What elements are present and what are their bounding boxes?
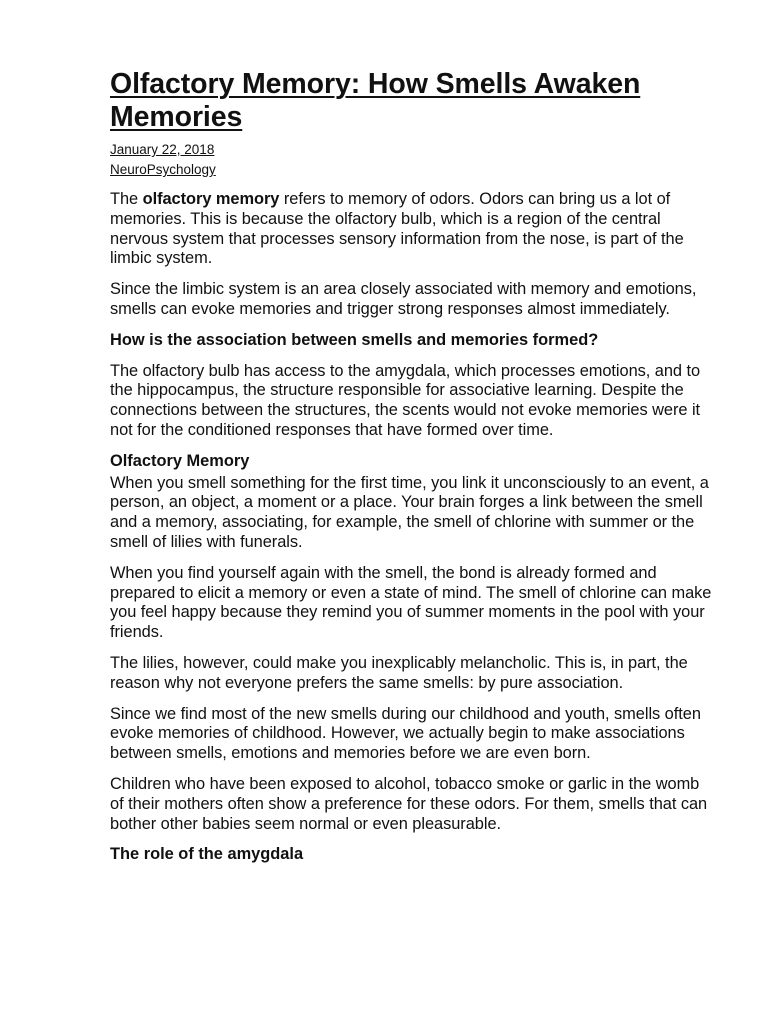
article-body — [110, 190, 716, 865]
heading-olfactory-memory: Olfactory Memory — [110, 451, 250, 470]
heading-association: How is the association between smells and memories formed? — [110, 330, 599, 349]
heading-amygdala: The role of the amygdala — [110, 845, 304, 864]
intro-before: The — [110, 190, 143, 208]
paragraph-childhood: Since we find most of the new smells during our childhood and youth, smells often evoke memories of childhood. However, we actually begin to make associations between smells, emotions and memories before we are even born. — [110, 704, 701, 763]
article-title[interactable]: Olfactory Memory: How Smells Awaken Memories — [110, 68, 641, 133]
paragraph-olfactory-bulb: The olfactory bulb has access to the amygdala, which processes emotions, and to the hippocampus, the structure responsible for associative learning. Despite the connections between the structures, the scents would not evoke memories were it not for the conditioned responses that have formed over time. — [110, 361, 701, 439]
article-category-link[interactable]: NeuroPsychology — [110, 162, 216, 177]
article-date-link[interactable]: January 22, 2018 — [110, 142, 215, 157]
intro-after: refers to memory of odors. Odors can bring us a lot of memories. This is because the olfactory bulb, which is a region of the central nervous system that processes sensory information from the nose, is part of the limbic system. — [110, 190, 684, 268]
paragraph-limbic: Since the limbic system is an area closely associated with memory and emotions, smells can evoke memories and trigger strong responses almost immediately. — [110, 280, 697, 318]
article — [110, 68, 716, 876]
paragraph-womb: Children who have been exposed to alcohol, tobacco smoke or garlic in the womb of their mothers often show a preference for these odors. For them, smells that can bother other babies seem normal or even pleasurable. — [110, 774, 708, 833]
paragraph-lilies: The lilies, however, could make you inexplicably melancholic. This is, in part, the reason why not everyone prefers the same smells: by pure association. — [110, 653, 688, 692]
paragraph-first-time: When you smell something for the first time, you link it unconsciously to an event, a person, an object, a moment or a place. Your brain forges a link between the smell and a memory, associating, for example, the smell of chlorine with summer or the smell of lilies with funerals. — [110, 473, 709, 551]
intro-paragraph — [110, 190, 716, 269]
paragraph-bond: When you find yourself again with the smell, the bond is already formed and prepared to elicit a memory or even a state of mind. The smell of chlorine can make you feel happy because they remind you of summer moments in the pool with your friends. — [110, 563, 712, 642]
intro-bold-term: olfactory memory — [142, 190, 280, 208]
